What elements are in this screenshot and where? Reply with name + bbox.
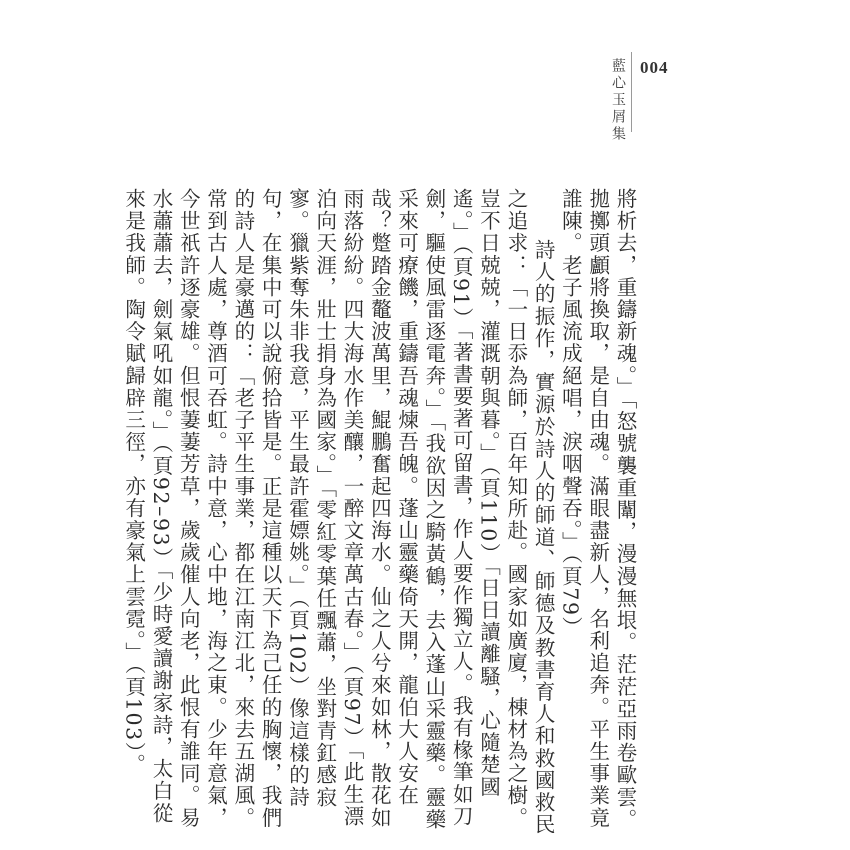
running-head-book-title: 藍心玉屑集 — [610, 58, 626, 143]
paragraph-1: 將析去，重鑄新魂。」「怒號襲重闈，漫漫無垠。茫茫亞雨卷歐雲。拋擲頭顱將換取，是自由魂。滿眼盡新人，名利追奔。平生事業竟誰陳。老子風流成絕唱，淚咽聲吞。」（頁79） — [558, 188, 637, 831]
body-text — [119, 188, 638, 838]
header-divider — [631, 52, 632, 132]
paragraph-2: 詩人的振作，實源於詩人的師道、師德及教書育人和救國救民之追求：「一日忝為師，百年知所赴。國家如廣廈，棟材為之樹。豈不日兢兢，灌溉朝與暮。」（頁110）「日日讀離騷，心隨楚國遙。」（頁91）「著書要著可留書，作人要作獨立人。我有椽筆如刀劍，驅使風雷逐電奔。」「我欲因之騎黃鶴，去入蓬山采靈藥。靈藥采來可療饑，重鑄吾魂煉吾魄。蓬山靈藥倚天開，龍伯大人安在哉？蹩踏金鼇波萬里，鯤鵬奮起四海水。仙之人兮來如林，散花如雨落紛紛。四大海水作美釀，一醉文章萬古春。」（頁97）「此生漂泊向天涯，壯士捐身為國家。」「零紅零葉任飄蕭，坐對青釭感寂寥。獵紫奪朱非我意，平生最許霍嫖姚。」（頁102）像這樣的詩句，在集中可以說俯拾皆是。正是這種以天下為己任的胸懷，我們的詩人是豪邁的：「老子平生事業，都在江南江北，來去五湖風。常到古人處，尊酒可吞虹。詩中意，心中地，海之東。少年意氣，今世祇許逐豪雄。但恨萋萋芳草，歲歲催人向老，此恨有誰同。易水蕭蕭去，劍氣吼如龍。」（頁92–93）「少時愛讀謝家詩，太白從來是我師。陶令賦歸辟三徑，亦有豪氣上雲霓。」（頁103）。 — [121, 188, 556, 836]
page-number: 004 — [640, 58, 669, 77]
